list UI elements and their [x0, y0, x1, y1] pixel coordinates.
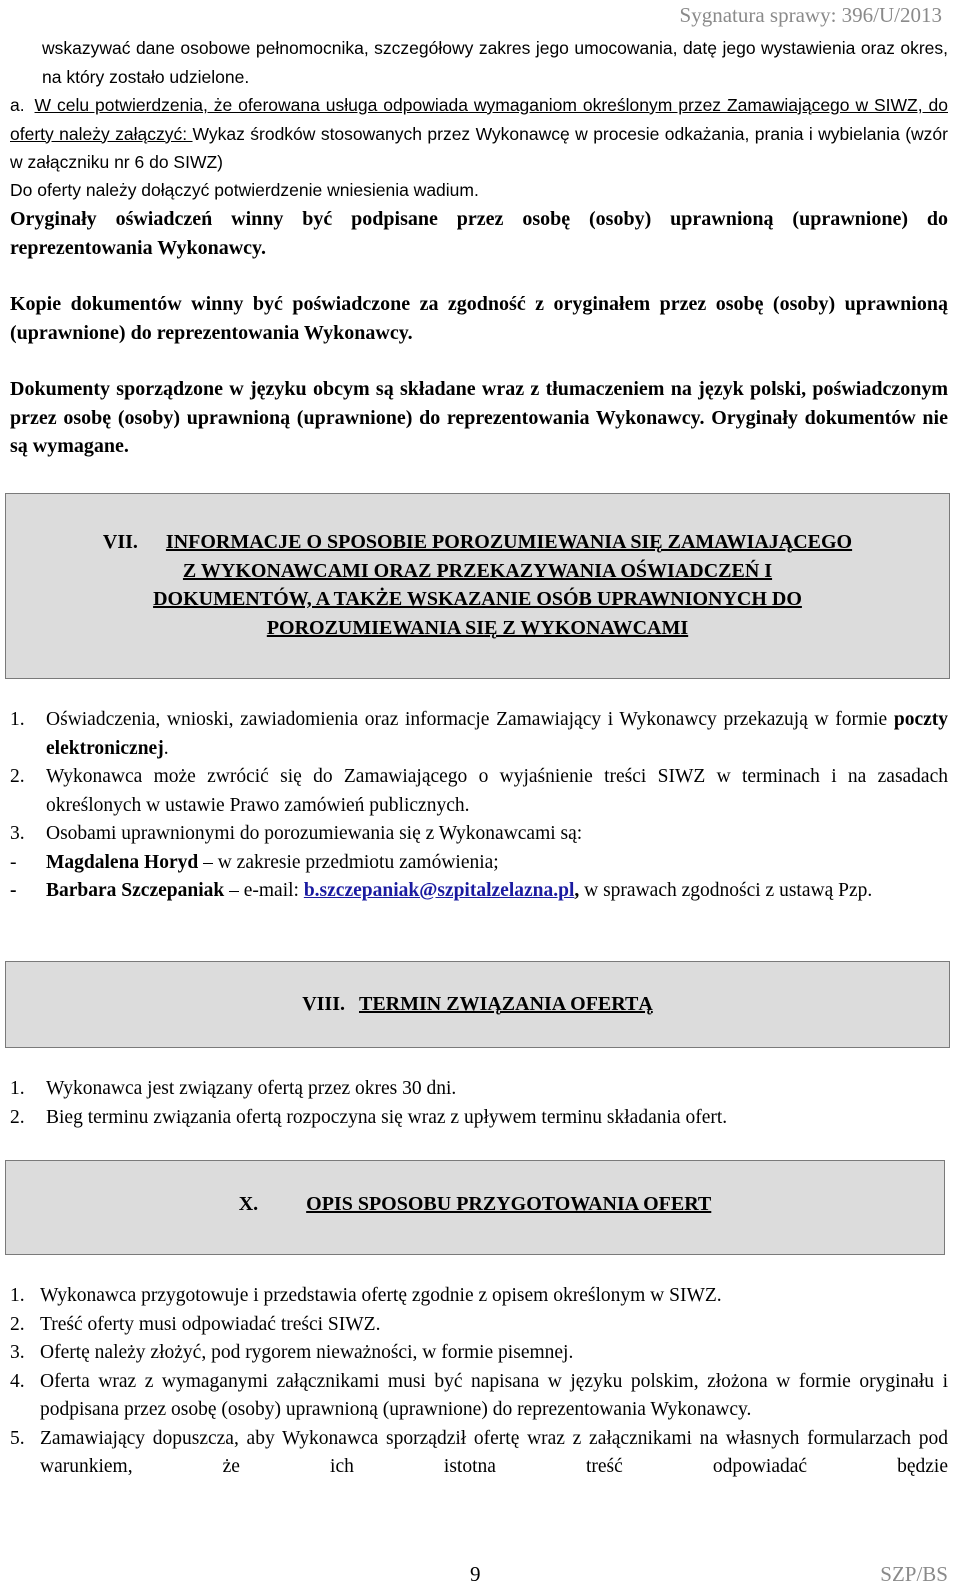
- list-item: [10, 1425, 948, 1482]
- item-text-bold: poczty elektronicznej: [46, 709, 948, 759]
- intro-item-a: [10, 91, 948, 177]
- dash: -: [10, 851, 17, 873]
- list-number: 3.: [10, 1342, 25, 1363]
- section-7-title-line-3: DOKUMENTÓW, A TAKŻE WSKAZANIE OSÓB UPRAWNIONYCH DO: [153, 588, 802, 610]
- list-number: 1.: [10, 709, 25, 730]
- email-link[interactable]: b.szczepaniak@szpitalzelazna.pl: [303, 880, 575, 901]
- section-8-header-box: [5, 961, 950, 1048]
- section-8-roman: VIII.: [302, 993, 345, 1015]
- item-text: Bieg terminu związania ofertą rozpoczyna się wraz z upływem terminu składania ofert.: [46, 1106, 728, 1128]
- item-a-label: a.: [10, 95, 25, 115]
- intro-paragraph-proxy: [10, 34, 948, 91]
- section-10-roman: X.: [238, 1193, 259, 1215]
- section-7-list: [10, 706, 948, 906]
- list-number: 2.: [10, 1106, 25, 1128]
- person-contact: – e-mail:: [224, 880, 304, 901]
- list-item: [10, 706, 948, 763]
- wadium-line: Do oferty należy dołączyć potwierdzenie wniesienia wadium.: [10, 180, 479, 200]
- section-10-title-text: OPIS SPOSOBU PRZYGOTOWANIA OFERT: [306, 1193, 712, 1215]
- item-text: Ofertę należy złożyć, pod rygorem nieważności, w formie pisemnej.: [40, 1342, 574, 1363]
- section-7-header-box: [5, 493, 950, 679]
- section-7-title-line-2-wrap: [6, 557, 949, 586]
- copies-period: .: [407, 321, 413, 344]
- item-text: Wykonawca jest związany ofertą przez okres 30 dni.: [46, 1078, 457, 1099]
- item-text: Oferta wraz z wymaganymi załącznikami musi być napisana w języku polskim, złożona w formie oryginału i podpisana przez osobę (osoby) uprawnioną (uprawnione) do reprezentowania Wykonawcy.: [40, 1370, 948, 1420]
- section-7-title: [6, 528, 949, 557]
- list-item: [10, 1104, 948, 1133]
- person-item: [10, 849, 948, 878]
- item-text: Oświadczenia, wnioski, zawiadomienia oraz informacje Zamawiający i Wykonawcy przekazują w formie: [46, 709, 894, 730]
- item-text: Treść oferty musi odpowiadać treści SIWZ.: [40, 1313, 381, 1335]
- intro-line: wskazywać dane osobowe pełnomocnika, szczegółowy zakres jego umocowania, datę jego wystawienia oraz okres, na który zostało udzielone.: [42, 38, 948, 87]
- list-number: 2.: [10, 1313, 25, 1335]
- person-name: Magdalena Horyd: [46, 851, 199, 873]
- list-item: [10, 1282, 948, 1311]
- list-item: [10, 763, 948, 820]
- section-10-title: [6, 1190, 944, 1219]
- list-item: [10, 1339, 948, 1368]
- foreign-documents-paragraph: Dokumenty sporządzone w języku obcym są składane wraz z tłumaczeniem na język polski, poświadczonym przez osobę (osoby) uprawnioną (uprawnione) do reprezentowania Wykonawcy. Oryginały dokumentów nie są wymagane.: [10, 378, 948, 457]
- section-7-title-line-4: POROZUMIEWANIA SIĘ Z WYKONAWCAMI: [266, 616, 689, 639]
- person-name: Barbara Szczepaniak: [46, 880, 225, 901]
- item-text: Wykonawca przygotowuje i przedstawia ofertę zgodnie z opisem określonym w SIWZ.: [40, 1285, 722, 1306]
- section-7-title-line-2: Z WYKONAWCAMI ORAZ PRZEKAZYWANIA OŚWIADCZEŃ I: [182, 559, 773, 582]
- section-7-title-line-4-wrap: [6, 614, 949, 643]
- person-scope: w sprawach zgodności z ustawą Pzp.: [579, 880, 873, 901]
- section-10-header-box: [5, 1160, 945, 1255]
- item-a-rest: Wykaz środków stosowanych przez Wykonawcę w procesie odkażania, prania i wybielania (wzór w załączniku nr 6 do SIWZ): [10, 123, 948, 172]
- item-text: Wykonawca może zwrócić się do Zamawiającego o wyjaśnienie treści SIWZ w terminach i na zasadach określonych w ustawie Prawo zamówień publicznych.: [46, 766, 948, 816]
- list-item: [10, 820, 948, 849]
- email-comma: ,: [574, 880, 580, 901]
- section-7-roman: VII.: [102, 531, 138, 553]
- section-7-title-line-3-wrap: [6, 585, 949, 614]
- item-a-underlined: W celu potwierdzenia, że oferowana usługa odpowiada wymaganiom określonym przez Zamawiającego w SIWZ, do oferty należy załączyć:: [10, 95, 948, 144]
- list-number: 4.: [10, 1370, 25, 1392]
- list-item: [10, 1368, 948, 1425]
- originals-text: Oryginały oświadczeń winny być podpisane przez osobę (osoby) uprawnioną (uprawnione) do reprezentowania Wykonawcy: [10, 208, 948, 259]
- list-number: 1.: [10, 1285, 25, 1306]
- list-item: [10, 1311, 948, 1340]
- section-8-title-text: TERMIN ZWIĄZANIA OFERTĄ: [359, 993, 653, 1015]
- copies-text: Kopie dokumentów winny być poświadczone za zgodność z oryginałem przez osobę (osoby) uprawnioną (uprawnione) do reprezentowania Wykonawcy: [10, 293, 948, 344]
- list-number: 3.: [10, 823, 25, 844]
- list-number: 2.: [10, 766, 25, 787]
- person-scope: – w zakresie przedmiotu zamówienia;: [198, 851, 499, 873]
- person-item: [10, 877, 948, 906]
- item-end: .: [163, 737, 169, 759]
- originals-paragraph: [10, 205, 948, 262]
- dash: -: [10, 880, 17, 901]
- section-8-list: [10, 1075, 948, 1132]
- copies-paragraph: [10, 290, 948, 347]
- item-text: Osobami uprawnionymi do porozumiewania się z Wykonawcami są:: [46, 823, 583, 844]
- list-number: 1.: [10, 1078, 25, 1099]
- section-10-list: [10, 1282, 948, 1482]
- list-number: 5.: [10, 1427, 25, 1449]
- footer-initials: SZP/BS: [880, 1562, 948, 1586]
- page-number: 9: [470, 1562, 481, 1586]
- section-7-title-line-1: INFORMACJE O SPOSOBIE POROZUMIEWANIA SIĘ ZAMAWIAJĄCEGO: [165, 531, 853, 553]
- section-8-title: [6, 990, 949, 1019]
- item-text: Zamawiający dopuszcza, aby Wykonawca sporządził ofertę wraz z załącznikami na własnych formularzach pod warunkiem, że ich istotna treść odpowiadać będzie: [40, 1427, 948, 1477]
- list-item: [10, 1075, 948, 1104]
- originals-period: .: [260, 236, 266, 259]
- case-signature: Sygnatura sprawy: 396/U/2013: [679, 3, 942, 27]
